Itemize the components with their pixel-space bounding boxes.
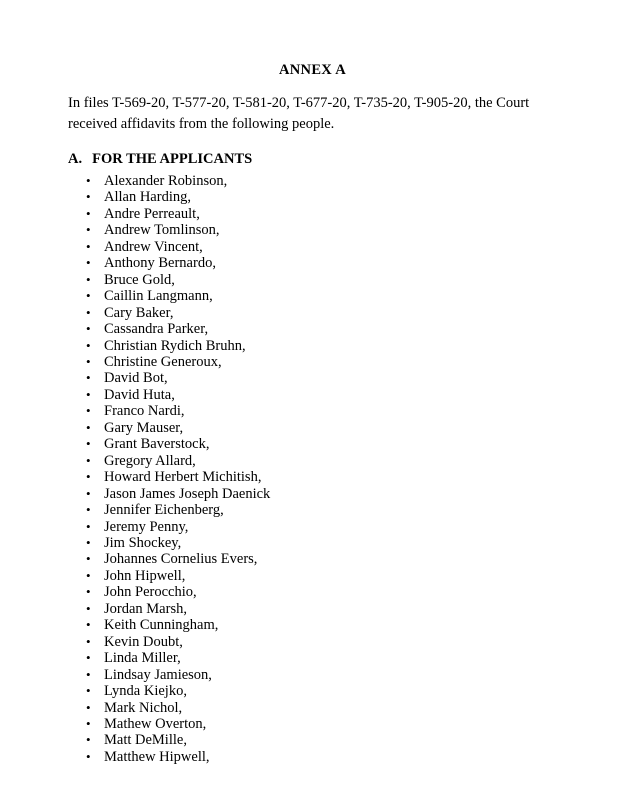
- list-item-label: Kevin Doubt,: [104, 633, 183, 650]
- bullet-icon: •: [86, 238, 91, 254]
- list-item-label: Gregory Allard,: [104, 452, 196, 469]
- list-item-label: Linda Miller,: [104, 650, 181, 667]
- bullet-icon: •: [86, 189, 91, 205]
- bullet-icon: •: [86, 255, 91, 271]
- list-item-label: Howard Herbert Michitish,: [104, 469, 262, 486]
- bullet-icon: •: [86, 600, 91, 616]
- list-item-label: Lynda Kiejko,: [104, 683, 187, 700]
- bullet-icon: •: [86, 551, 91, 567]
- bullet-icon: •: [86, 699, 91, 715]
- list-item-label: Anthony Bernardo,: [104, 255, 216, 272]
- list-item-label: Jim Shockey,: [104, 535, 182, 551]
- bullet-icon: •: [86, 748, 91, 764]
- list-item-label: Franco Nardi,: [104, 403, 185, 420]
- list-item-label: Matt DeMille,: [104, 732, 187, 749]
- bullet-icon: •: [86, 502, 91, 518]
- section-title: FOR THE APPLICANTS: [92, 151, 253, 168]
- list-item: [68, 453, 557, 469]
- applicant-name-list: [68, 173, 557, 765]
- bullet-icon: •: [86, 518, 91, 534]
- list-item: [68, 617, 557, 633]
- list-item-label: Andre Perreault,: [104, 205, 200, 222]
- list-item-label: David Bot,: [104, 370, 168, 387]
- bullet-icon: •: [86, 584, 91, 600]
- intro-paragraph: In files T-569-20, T-577-20, T-581-20, T-677-20, T-735-20, T-905-20, the Court received affidavits from the following people.: [68, 95, 530, 133]
- list-item: [68, 305, 557, 321]
- list-item: [68, 206, 557, 222]
- list-item: [68, 749, 557, 765]
- bullet-icon: •: [86, 666, 91, 682]
- list-item: [68, 420, 557, 436]
- bullet-icon: •: [86, 354, 91, 370]
- bullet-icon: •: [86, 485, 91, 501]
- list-item: [68, 667, 557, 683]
- list-item-label: Christine Generoux,: [104, 354, 222, 371]
- list-item-label: Andrew Tomlinson,: [104, 222, 220, 239]
- bullet-icon: •: [86, 419, 91, 435]
- list-item: [68, 222, 557, 238]
- page-title: ANNEX A: [279, 62, 346, 78]
- list-item: [68, 535, 557, 551]
- list-item: [68, 519, 557, 535]
- bullet-icon: •: [86, 304, 91, 320]
- list-item-label: Gary Mauser,: [104, 419, 184, 436]
- list-item: [68, 700, 557, 716]
- bullet-icon: •: [86, 370, 91, 386]
- list-item: [68, 486, 557, 502]
- list-item: [68, 173, 557, 189]
- list-item-label: Jeremy Penny,: [104, 518, 189, 535]
- list-item: [68, 189, 557, 205]
- bullet-icon: •: [86, 715, 91, 731]
- list-item: [68, 683, 557, 699]
- list-item-label: Christian Rydich Bruhn,: [104, 337, 246, 354]
- list-item-label: Lindsay Jamieson,: [104, 666, 212, 683]
- bullet-icon: •: [86, 683, 91, 699]
- list-item: [68, 321, 557, 337]
- list-item-label: Johannes Cornelius Evers,: [104, 551, 258, 568]
- list-item: [68, 502, 557, 518]
- list-item-label: Keith Cunningham,: [104, 617, 219, 634]
- list-item-label: Mathew Overton,: [104, 715, 207, 732]
- bullet-icon: •: [86, 469, 91, 485]
- bullet-icon: •: [86, 222, 91, 238]
- list-item-label: Andrew Vincent,: [104, 238, 203, 255]
- list-item: [68, 403, 557, 419]
- list-item-label: David Huta,: [104, 386, 175, 403]
- bullet-icon: •: [86, 732, 91, 748]
- list-item: [68, 601, 557, 617]
- list-item-label: Cary Baker,: [104, 304, 174, 321]
- list-item-label: Caillin Langmann,: [104, 288, 213, 305]
- list-item-label: Alexander Robinson,: [104, 173, 228, 190]
- bullet-icon: •: [86, 650, 91, 666]
- list-item: [68, 634, 557, 650]
- list-item-label: Cassandra Parker,: [104, 321, 209, 338]
- list-item-label: John Hipwell,: [104, 567, 186, 584]
- list-item-label: Matthew Hipwell,: [104, 748, 210, 765]
- list-item: [68, 469, 557, 485]
- bullet-icon: •: [86, 321, 91, 337]
- list-item: [68, 370, 557, 386]
- list-item: [68, 272, 557, 288]
- list-item-label: Jordan Marsh,: [104, 600, 187, 617]
- list-item-label: Mark Nichol,: [104, 699, 183, 716]
- list-item: [68, 568, 557, 584]
- bullet-icon: •: [86, 288, 91, 304]
- list-item: [68, 387, 557, 403]
- bullet-icon: •: [86, 271, 91, 287]
- bullet-icon: •: [86, 617, 91, 633]
- list-item: [68, 354, 557, 370]
- list-item: [68, 239, 557, 255]
- section-letter: A.: [68, 151, 83, 168]
- list-item: [68, 288, 557, 304]
- list-item: [68, 255, 557, 271]
- list-item: [68, 551, 557, 567]
- bullet-icon: •: [86, 403, 91, 419]
- bullet-icon: •: [86, 436, 91, 452]
- list-item-label: Grant Baverstock,: [104, 436, 210, 453]
- bullet-icon: •: [86, 205, 91, 221]
- list-item: [68, 584, 557, 600]
- bullet-icon: •: [86, 386, 91, 402]
- list-item: [68, 732, 557, 748]
- bullet-icon: •: [86, 633, 91, 649]
- list-item: [68, 716, 557, 732]
- list-item: [68, 436, 557, 452]
- list-item-label: Jennifer Eichenberg,: [104, 502, 224, 519]
- list-item-label: Bruce Gold,: [104, 271, 175, 288]
- list-item: [68, 650, 557, 666]
- bullet-icon: •: [86, 567, 91, 583]
- bullet-icon: •: [86, 452, 91, 468]
- list-item-label: John Perocchio,: [104, 584, 197, 601]
- list-item-label: Allan Harding,: [104, 189, 191, 206]
- section-heading: [68, 151, 557, 168]
- bullet-icon: •: [86, 337, 91, 353]
- bullet-icon: •: [86, 535, 91, 550]
- bullet-icon: •: [86, 173, 91, 189]
- list-item: [68, 338, 557, 354]
- list-item-label: Jason James Joseph Daenick: [104, 485, 271, 502]
